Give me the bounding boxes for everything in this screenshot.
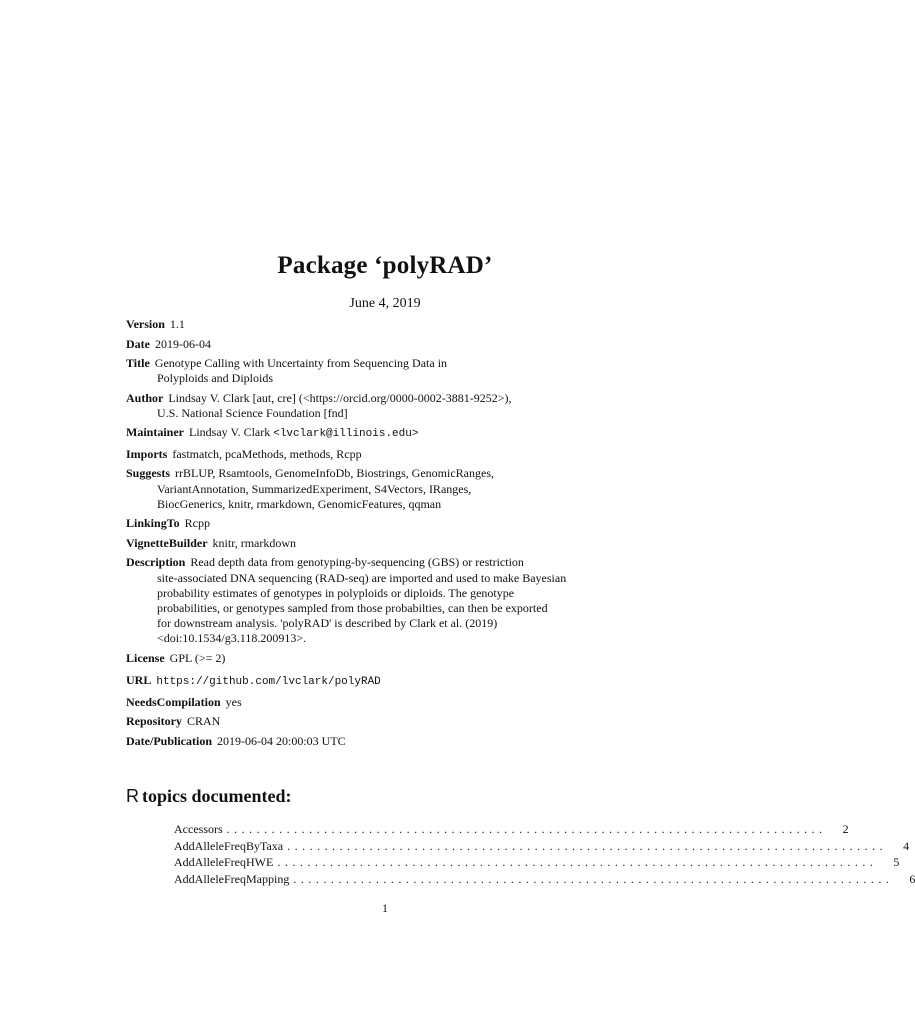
field-url bbox=[126, 673, 626, 690]
field-value: Rcpp bbox=[184, 516, 210, 531]
field-vignettebuilder-line bbox=[126, 536, 626, 551]
field-label: Repository bbox=[126, 714, 182, 729]
field-maintainer bbox=[126, 425, 626, 442]
field-date-line bbox=[126, 337, 626, 352]
field-value: 1.1 bbox=[169, 317, 185, 331]
field-license bbox=[126, 651, 626, 666]
field-value: rrBLUP, Rsamtools, GenomeInfoDb, Biostrings, GenomicRanges, bbox=[175, 466, 494, 481]
field-needscompilation bbox=[126, 695, 626, 710]
field-value: for downstream analysis. 'polyRAD' is described by Clark et al. (2019) bbox=[157, 616, 498, 631]
field-datepublication bbox=[126, 734, 626, 749]
field-suggests-line bbox=[126, 497, 626, 512]
field-label: License bbox=[126, 650, 165, 665]
toc-entry-name[interactable]: Accessors bbox=[174, 822, 223, 836]
field-value: probabilities, or genotypes sampled from those probabilties, can then be exported bbox=[157, 600, 548, 615]
field-label: Title bbox=[126, 356, 150, 370]
field-value: 2019-06-04 bbox=[155, 336, 211, 351]
package-date: June 4, 2019 bbox=[349, 296, 421, 311]
toc-entry-page[interactable]: 4 bbox=[903, 838, 910, 853]
field-needscompilation-line bbox=[126, 695, 626, 710]
toc-entry[interactable] bbox=[174, 854, 900, 871]
description-fields bbox=[126, 317, 626, 753]
field-label: Version bbox=[126, 317, 165, 331]
field-repository-line bbox=[126, 714, 626, 729]
field-value: yes bbox=[225, 694, 242, 709]
field-value: 2019-06-04 20:00:03 UTC bbox=[217, 733, 346, 748]
field-value: BiocGenerics, knitr, rmarkdown, GenomicFeatures, qqman bbox=[157, 496, 442, 511]
field-value: <doi:10.1534/g3.118.200913>. bbox=[157, 631, 307, 646]
field-repository bbox=[126, 714, 626, 729]
field-value: Lindsay V. Clark [aut, cre] (<https://orcid.org/0000-0002-3881-9252>), bbox=[168, 390, 512, 405]
field-license-line bbox=[126, 651, 626, 666]
field-value: U.S. National Science Foundation [fnd] bbox=[157, 405, 348, 420]
field-value: Lindsay V. Clark <lvclark@illinois.edu> bbox=[189, 425, 419, 441]
field-title-line bbox=[126, 371, 626, 386]
field-value: site-associated DNA sequencing (RAD-seq) are imported and used to make Bayesian bbox=[157, 570, 567, 585]
field-description-line bbox=[126, 601, 626, 616]
field-label: LinkingTo bbox=[126, 516, 180, 531]
field-label: URL bbox=[126, 673, 152, 688]
field-value: Genotype Calling with Uncertainty from Sequencing Data in bbox=[154, 356, 448, 370]
toc-entry-name[interactable]: AddAlleleFreqByTaxa bbox=[174, 838, 284, 853]
field-label: Date bbox=[126, 336, 150, 351]
field-value: CRAN bbox=[187, 714, 221, 729]
field-date bbox=[126, 337, 626, 352]
toc-entry-page[interactable]: 5 bbox=[893, 855, 900, 869]
field-description-line bbox=[126, 586, 626, 601]
toc-leader-dots: ................................................................................ bbox=[226, 822, 827, 836]
field-description-line bbox=[126, 616, 626, 631]
field-value: VariantAnnotation, SummarizedExperiment, S4Vectors, IRanges, bbox=[157, 481, 472, 496]
field-label: NeedsCompilation bbox=[126, 694, 221, 709]
field-linkingto-line bbox=[126, 516, 626, 531]
toc-leader-dots: ................................................................................ bbox=[287, 838, 888, 853]
field-linkingto bbox=[126, 516, 626, 531]
toc-entry[interactable] bbox=[174, 821, 849, 838]
field-label: Imports bbox=[126, 446, 168, 461]
field-description-line bbox=[126, 571, 626, 586]
field-vignettebuilder bbox=[126, 536, 626, 551]
field-value: knitr, rmarkdown bbox=[212, 535, 297, 550]
toc-entry-name[interactable]: AddAlleleFreqHWE bbox=[174, 855, 274, 869]
field-description-line bbox=[126, 555, 626, 570]
field-label: Description bbox=[126, 555, 186, 570]
field-version bbox=[126, 317, 626, 332]
field-label: Date/Publication bbox=[126, 733, 212, 748]
toc-entry-name[interactable]: AddAlleleFreqMapping bbox=[174, 871, 290, 886]
field-suggests-line bbox=[126, 466, 626, 481]
field-description bbox=[126, 555, 626, 646]
field-author-line bbox=[126, 406, 626, 421]
r-glyph: R bbox=[126, 786, 139, 806]
field-value[interactable]: https://github.com/lvclark/polyRAD bbox=[156, 676, 381, 689]
field-version-line bbox=[126, 317, 626, 332]
field-label: Maintainer bbox=[126, 425, 184, 440]
field-title bbox=[126, 356, 626, 386]
field-maintainer-line bbox=[126, 425, 626, 442]
toc-entry-page[interactable]: 2 bbox=[842, 822, 849, 836]
page-number: 1 bbox=[382, 901, 388, 915]
field-value: GPL (>= 2) bbox=[169, 650, 226, 665]
field-author bbox=[126, 391, 626, 421]
field-value: Polyploids and Diploids bbox=[157, 371, 274, 386]
toc-entry[interactable] bbox=[174, 838, 910, 855]
field-suggests bbox=[126, 466, 626, 512]
field-imports-line bbox=[126, 447, 626, 462]
field-value: fastmatch, pcaMethods, methods, Rcpp bbox=[172, 446, 362, 461]
field-value: probability estimates of genotypes in polyploids or diploids. The genotype bbox=[157, 585, 515, 600]
topics-heading bbox=[126, 786, 292, 807]
package-title: Package ‘polyRAD’ bbox=[277, 252, 493, 279]
field-label: Suggests bbox=[126, 466, 171, 481]
field-label: VignetteBuilder bbox=[126, 535, 208, 550]
field-value: Read depth data from genotyping-by-sequencing (GBS) or restriction bbox=[190, 555, 524, 570]
field-title-line bbox=[126, 356, 626, 371]
toc-leader-dots: ................................................................................ bbox=[277, 855, 878, 869]
topics-heading-text: topics documented: bbox=[142, 786, 292, 806]
field-suggests-line bbox=[126, 482, 626, 497]
field-description-line bbox=[126, 631, 626, 646]
field-label: Author bbox=[126, 390, 164, 405]
field-datepublication-line bbox=[126, 734, 626, 749]
field-imports bbox=[126, 447, 626, 462]
toc-leader-dots: ................................................................................ bbox=[293, 871, 894, 886]
field-author-line bbox=[126, 391, 626, 406]
topics-list bbox=[174, 821, 915, 887]
toc-entry-page[interactable]: 6 bbox=[909, 871, 915, 886]
toc-entry[interactable] bbox=[174, 871, 915, 888]
field-url-line bbox=[126, 673, 626, 690]
